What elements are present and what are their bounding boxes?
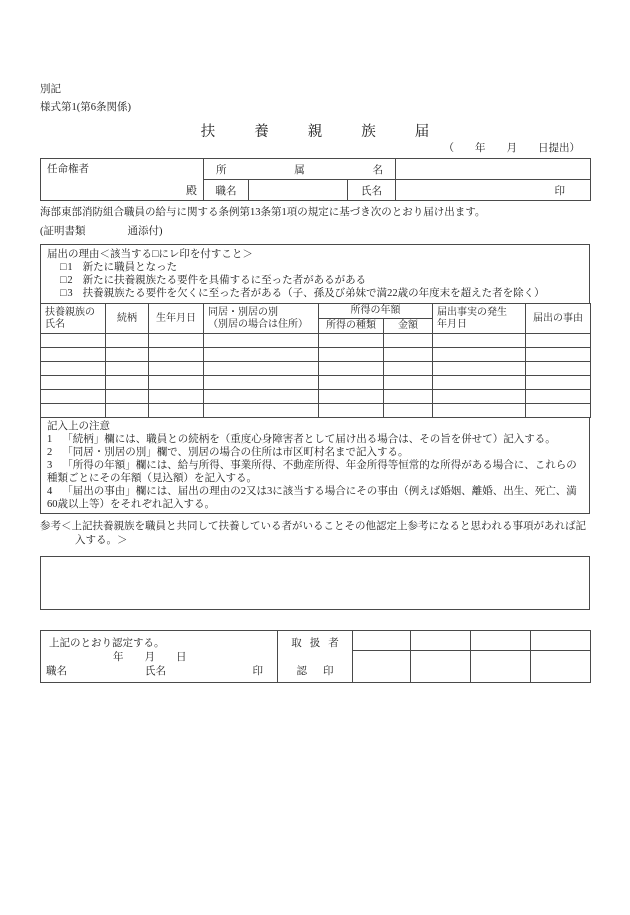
dependent-cell[interactable] — [526, 390, 591, 404]
dependent-cell[interactable] — [149, 390, 204, 404]
handler-label-cell — [278, 631, 353, 683]
appointing-authority-cell[interactable] — [41, 159, 204, 201]
dependent-cell[interactable] — [41, 376, 106, 390]
dependent-cell[interactable] — [204, 376, 319, 390]
dependent-row-5 — [41, 390, 591, 404]
col-header-dependent-name: 扶養親族の 氏名 — [41, 304, 106, 334]
margin-note: 別記 — [40, 84, 61, 95]
certify-seal-label: 印 — [252, 666, 263, 677]
reason-3-number: 3 — [67, 288, 73, 299]
dependent-cell[interactable] — [41, 390, 106, 404]
dependent-cell[interactable] — [106, 404, 149, 418]
dependent-row-3 — [41, 362, 591, 376]
col-header-notification-reason: 届出の事由 — [526, 304, 591, 334]
dependent-cell[interactable] — [433, 390, 526, 404]
certify-date-line: 年 月 日 — [113, 652, 187, 663]
dependent-cell[interactable] — [319, 348, 384, 362]
dependent-cell[interactable] — [149, 348, 204, 362]
dependent-cell[interactable] — [204, 362, 319, 376]
dependent-cell[interactable] — [319, 404, 384, 418]
affiliation-label-cell — [204, 159, 396, 180]
form-number: 様式第1(第6条関係) — [40, 102, 131, 113]
certification-cell[interactable] — [41, 631, 278, 683]
col-header-income-type: 所得の種類 — [319, 319, 384, 334]
reason-1-label: 新たに職員となった — [82, 262, 178, 273]
declaration-sentence: 海部東部消防組合職員の給与に関する条例第13条第1項の規定に基づき次のとおり届け出ます。 — [40, 207, 486, 218]
dependent-row-1 — [41, 334, 591, 348]
addressee-table — [40, 158, 591, 201]
dependent-cell[interactable] — [433, 334, 526, 348]
notes-box — [40, 417, 590, 514]
reason-2-number: 2 — [67, 275, 73, 286]
col-header-relationship: 続柄 — [106, 304, 149, 334]
notes-heading: 記入上の注意 — [47, 421, 110, 432]
affiliation-char-2: 属 — [294, 164, 305, 176]
col-header-birth-date: 生年月日 — [149, 304, 204, 334]
affiliation-char-3: 名 — [372, 164, 383, 176]
certify-name-label: 氏名 — [145, 666, 166, 677]
dependent-row-4 — [41, 376, 591, 390]
reference-comment-box[interactable] — [40, 556, 590, 610]
dependent-cell[interactable] — [204, 334, 319, 348]
handler-stamp-cell-bottom-1[interactable] — [353, 651, 411, 683]
seal-label: 印 — [554, 185, 566, 197]
dependent-cell[interactable] — [41, 362, 106, 376]
certify-job-title-label: 職名 — [46, 666, 67, 677]
dependent-cell[interactable] — [433, 376, 526, 390]
honorific-label: 殿 — [186, 185, 197, 197]
dependent-cell[interactable] — [106, 348, 149, 362]
dependent-cell[interactable] — [433, 348, 526, 362]
dependent-cell[interactable] — [41, 334, 106, 348]
dependent-cell[interactable] — [526, 334, 591, 348]
dependent-cell[interactable] — [384, 348, 433, 362]
note-item-4: 4 「届出の事由」欄には、届出の理由の2又は3に該当する場合にその事由（例えば婚姻、離婚、出生、死亡、満60歳以上等）をそれぞれ記入する。 — [47, 486, 577, 510]
col-header-annual-income: 所得の年額 — [319, 304, 433, 319]
dependent-cell[interactable] — [41, 348, 106, 362]
dependent-cell[interactable] — [106, 362, 149, 376]
name-label: 氏名 — [348, 180, 396, 201]
col-header-residence: 同居・別居の別 （別居の場合は住所） — [204, 304, 319, 334]
dependent-cell[interactable] — [384, 404, 433, 418]
dependent-cell[interactable] — [384, 334, 433, 348]
dependent-cell[interactable] — [204, 404, 319, 418]
checkbox-reason-1-icon[interactable]: □ — [60, 262, 67, 273]
handler-stamp-cell-bottom-2[interactable] — [411, 651, 471, 683]
reason-3-label: 扶養親族たる要件を欠くに至った者がある（子、孫及び弟妹で満22歳の年度末を超えた者を除く） — [82, 288, 545, 299]
dependent-cell[interactable] — [106, 334, 149, 348]
reason-2-label: 新たに扶養親族たる要件を具備するに至った者があるがある — [82, 275, 367, 286]
page-title: 扶養親族届 — [200, 124, 469, 140]
dependent-cell[interactable] — [41, 404, 106, 418]
dependent-cell[interactable] — [149, 334, 204, 348]
dependent-cell[interactable] — [319, 390, 384, 404]
name-seal-cell[interactable] — [396, 180, 591, 201]
dependent-cell[interactable] — [319, 362, 384, 376]
note-item-3: 3 「所得の年額」欄には、給与所得、事業所得、不動産所得、年金所得等恒常的な所得がある場合に、これらの種類ごとにその年額（見込額）を記入する。 — [47, 460, 577, 484]
col-header-fact-date: 届出事実の発生 年月日 — [433, 304, 526, 334]
dependent-cell[interactable] — [149, 404, 204, 418]
reason-option-2 — [47, 274, 583, 287]
affiliation-input-cell[interactable] — [396, 159, 591, 180]
dependent-row-6 — [41, 404, 591, 418]
note-item-1: 1 「続柄」欄には、職員との続柄を（重度心身障害者として届け出る場合は、その旨を併せて）記入する。 — [47, 434, 556, 445]
job-title-input-cell[interactable] — [249, 180, 348, 201]
handler-stamp-cell-bottom-4[interactable] — [531, 651, 591, 683]
attachment-prefix: (証明書類 — [40, 226, 86, 237]
checkbox-reason-3-icon[interactable]: □ — [60, 288, 67, 299]
dependents-table — [40, 303, 591, 418]
dependent-cell[interactable] — [149, 362, 204, 376]
affiliation-char-1: 所 — [216, 164, 227, 176]
reference-note-line1: 参考＜上記扶養親族を職員と共同して扶養している者がいることその他認定上参考になると思われる事項があれば記 — [40, 521, 586, 532]
reason-box — [40, 244, 590, 304]
note-item-2: 2 「同居・別居の別」欄で、別居の場合の住所は市区町村名まで記入する。 — [47, 447, 409, 458]
dependent-cell[interactable] — [384, 376, 433, 390]
dependent-cell[interactable] — [204, 348, 319, 362]
certify-text: 上記のとおり認定する。 — [49, 638, 165, 649]
dependent-cell[interactable] — [319, 334, 384, 348]
approval-seal-label: 認印 — [296, 665, 350, 677]
dependent-cell[interactable] — [433, 362, 526, 376]
attachment-line — [40, 225, 590, 238]
handler-stamp-cell-top-3[interactable] — [471, 631, 531, 651]
dependent-cell[interactable] — [384, 362, 433, 376]
job-title-label: 職名 — [204, 180, 249, 201]
dependent-cell[interactable] — [526, 348, 591, 362]
appointing-authority-label: 任命権者 — [47, 164, 89, 175]
handler-stamp-cell-top-4[interactable] — [531, 631, 591, 651]
handler-label: 取扱者 — [291, 637, 347, 649]
handler-stamp-cell-bottom-3[interactable] — [471, 651, 531, 683]
dependent-cell[interactable] — [526, 362, 591, 376]
dependent-cell[interactable] — [149, 376, 204, 390]
handler-stamp-cell-top-1[interactable] — [353, 631, 411, 651]
certify-signature-line — [41, 664, 277, 679]
certification-table — [40, 630, 591, 683]
dependent-cell[interactable] — [526, 404, 591, 418]
dependent-cell[interactable] — [106, 376, 149, 390]
reference-note — [40, 520, 590, 548]
submission-date-note: （ 年 月 日提出） — [443, 143, 580, 154]
col-header-income-amount: 金額 — [384, 319, 433, 334]
checkbox-reason-2-icon[interactable]: □ — [60, 275, 67, 286]
dependent-cell[interactable] — [526, 376, 591, 390]
reason-option-1 — [47, 261, 583, 274]
dependent-cell[interactable] — [384, 390, 433, 404]
dependent-row-2 — [41, 348, 591, 362]
reason-option-3 — [47, 287, 583, 300]
dependent-cell[interactable] — [319, 376, 384, 390]
attachment-suffix: 通添付) — [127, 226, 163, 237]
reason-1-number: 1 — [67, 262, 73, 273]
dependent-cell[interactable] — [106, 390, 149, 404]
reason-heading: 届出の理由＜該当する□にレ印を付すこと＞ — [47, 249, 253, 260]
handler-stamp-cell-top-2[interactable] — [411, 631, 471, 651]
reference-note-line2: 入する。＞ — [75, 535, 128, 546]
dependent-cell[interactable] — [433, 404, 526, 418]
dependent-cell[interactable] — [204, 390, 319, 404]
